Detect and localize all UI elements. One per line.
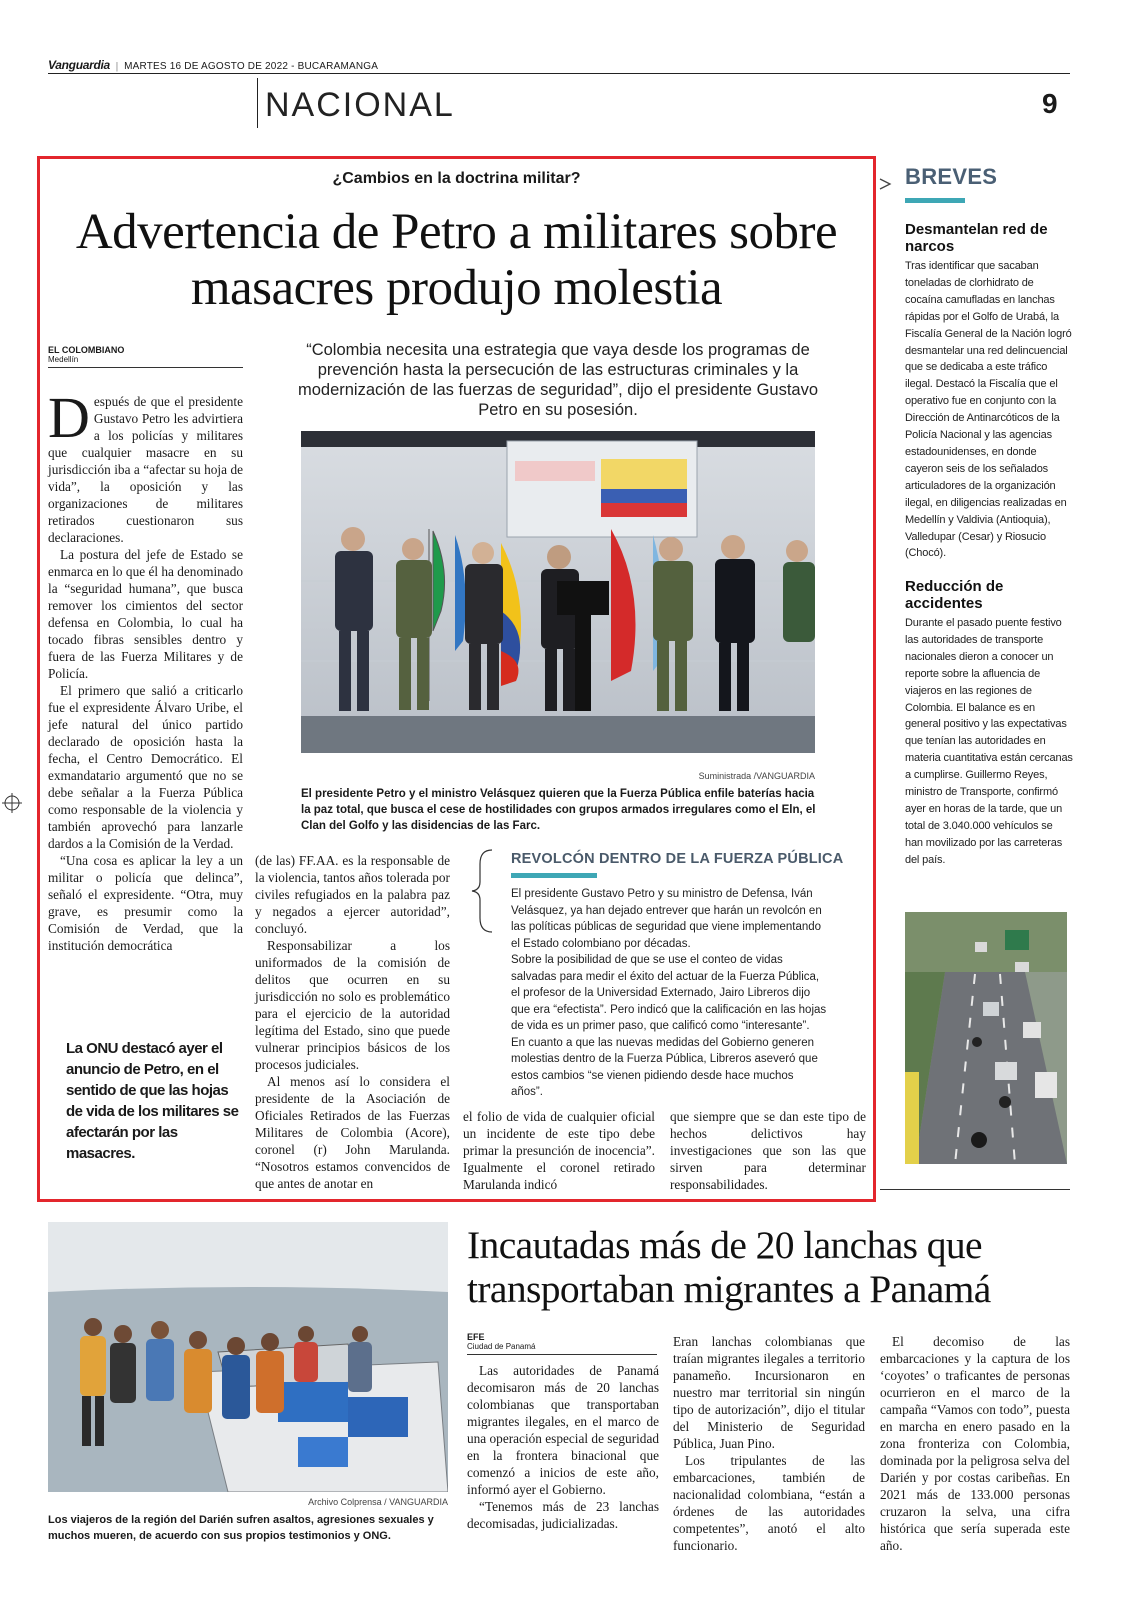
breve-title: Reducción de accidentes bbox=[905, 578, 1004, 612]
photo-credit: Suministrada /VANGUARDIA bbox=[698, 771, 815, 781]
page-number: 9 bbox=[1042, 88, 1058, 119]
photo-caption: Los viajeros de la región del Darién sufren asaltos, agresiones sexuales y muchos mueren, de acuerdo con sus propios testimonios y ONG. bbox=[48, 1514, 434, 1542]
sidebar-paragraph: Sobre la posibilidad de que se use el conteo de vidas salvadas para medir el éxito del actuar de la Fuerza Pública, el profesor de la Universidad Externado, Jairo Libreros dijo que era “efectista”. Pero indicó que la calificación en las hojas de vida es un primer paso, que calificó como “interesante”. bbox=[511, 954, 827, 1032]
pull-quote: La ONU destacó ayer el anuncio de Petro, en el sentido de que las hojas de vida de los militares se afectarán por las masacres. bbox=[66, 1040, 239, 1162]
story-column-2 bbox=[673, 1333, 865, 1554]
byline-source: EFE bbox=[467, 1332, 485, 1342]
byline-city: Ciudad de Panamá bbox=[467, 1342, 536, 1351]
byline-city: Medellín bbox=[48, 355, 79, 364]
section-rule bbox=[880, 1189, 1070, 1190]
paragraph: El decomiso de las embarcaciones y la captura de los ‘coyotes’ o traficantes de personas ocurrieron en el marco de la campaña “Vamos con todo”, puesta en marcha en enero pasado en la zona fronteriza con Colombia, dominada por la peligrosa selva del Darién y por costas caribeñas. En 2021 más de 133.000 personas cruzaron la selva, una cifra histórica que sería superada este año. bbox=[880, 1334, 1070, 1553]
masthead-rule bbox=[48, 73, 1070, 74]
dateline: MARTES 16 DE AGOSTO DE 2022 - BUCARAMANGA bbox=[124, 61, 379, 72]
byline-source: EL COLOMBIANO bbox=[48, 345, 125, 355]
story-column-1 bbox=[467, 1362, 659, 1532]
arrow-right-icon bbox=[878, 177, 896, 191]
breves-accent-bar bbox=[905, 198, 965, 203]
photo-highway-traffic bbox=[905, 912, 1067, 1164]
paragraph: (de las) FF.AA. es la responsable de la violencia, tantos años tolerada por civiles refugiados en la palabra paz y negados a ejercer autoridad”, concluyó. bbox=[255, 853, 450, 936]
paragraph: Eran lanchas colombianas que traían migrantes ilegales a territorio panameño. Incursionaron en nuestro mar territorial sin ningún tipo de autorización”, dijo el titular del Ministerio de Seguridad Pública, Juan Pino. bbox=[673, 1334, 865, 1451]
brace-icon bbox=[470, 848, 500, 934]
story-headline: Advertencia de Petro a militares sobre masacres produjo molestia bbox=[75, 204, 838, 316]
story-column-3: el folio de vida de cualquier oficial un incidente de este tipo debe primar la presunción de inocencia”. Igualmente el coronel retirado Marulanda indicó bbox=[463, 1109, 655, 1192]
paragraph: Después de que el presidente Gustavo Petro les advirtiera a los policías y militares que cualquier masacre en su jurisdicción iba a “afectar su hoja de vida”, la oposición y las organizaciones de militares retirados cuestionaron sus declaraciones. bbox=[48, 385, 243, 545]
paragraph: Las autoridades de Panamá decomisaron más de 20 lanchas colombianas que transportaban migrantes ilegales, en el marco de una operación especial de seguridad en la frontera binacional que comenzó a inicios de este año, informó ayer el Gobierno. bbox=[467, 1363, 659, 1497]
breve-body: Durante el pasado puente festivo las autoridades de transporte nacionales dieron a conocer un reporte sobre la afluencia de viajeros en las regiones de Colombia. El balance es en general positivo y las expectativas que tenían las autoridades en materia cuantitativa están cercanas a cumplirse. Guillermo Reyes, ministro de Transporte, confirmó ayer en horas de la tarde, que un total de 3.040.000 vehículos se han movilizado por las carreteras del país. bbox=[905, 617, 1073, 866]
story-column-1 bbox=[48, 385, 243, 954]
sidebar-body bbox=[511, 886, 827, 1101]
paragraph: El primero que salió a criticarlo fue el expresidente Álvaro Uribe, el jefe natural del único partido declarado de oposición hasta la fecha, el Centro Democrático. El exmandatario argumentó que no se debe señalar a la Fuerza Pública como responsable de la violencia y también aprovechó para lanzarle dardos a la Comisión de la Verdad. bbox=[48, 683, 243, 851]
photo-credit: Archivo Colprensa / VANGUARDIA bbox=[308, 1497, 448, 1507]
paragraph: “Una cosa es aplicar la ley a un militar o policía que delinca”, señaló el expresidente. “Otra, muy grave, es presumir como la Comisión de Verdad, que la institución democrática bbox=[48, 853, 243, 953]
story-column-4: que siempre que se dan este tipo de hechos delictivos hay investigaciones que son las que sirven para determinar responsabilidades. bbox=[670, 1109, 866, 1192]
story-column-3 bbox=[880, 1333, 1070, 1554]
story-kicker: ¿Cambios en la doctrina militar? bbox=[332, 170, 581, 187]
paragraph: “Tenemos más de 23 lanchas decomisadas, judicializadas. bbox=[467, 1499, 659, 1531]
paragraph: Responsabilizar a los uniformados de la comisión de delitos que ocurren en su jurisdicción no solo es problemático para el ejercicio de la autoridad legítima del Estado, sino que puede vulnerar principios básicos de los procesos judiciales. bbox=[255, 938, 450, 1072]
masthead: Vanguardia | MARTES 16 DE AGOSTO DE 2022 - BUCARAMANGA bbox=[48, 58, 379, 72]
paragraph: Los tripulantes de las embarcaciones, también de nacionalidad colombiana, “están a órdenes de las autoridades competentes”, anotó el alto funcionario. bbox=[673, 1453, 865, 1553]
section-divider bbox=[257, 78, 258, 128]
photo-caption: El presidente Petro y el ministro Velásquez quieren que la Fuerza Pública enfile baterías hacia la paz total, que busca el cese de hostilidades con grupos armados irregulares como el Eln, el Clan del Golfo y las disidencias de las Farc. bbox=[301, 788, 816, 832]
story-headline: Incautadas más de 20 lanchas que transportaban migrantes a Panamá bbox=[467, 1223, 991, 1311]
lead-quote: “Colombia necesita una estrategia que vaya desde los programas de prevención hasta la persecución de las estructuras criminales y la modernización de las fuerzas de seguridad”, dijo el presidente Gustavo Petro en su posesión. bbox=[297, 341, 819, 419]
byline bbox=[48, 345, 243, 368]
registration-mark-icon bbox=[2, 793, 22, 813]
paragraph: Al menos así lo considera el presidente de la Asociación de Oficiales Retirados de las Fuerzas Militares de Colombia (Acore), coronel (r) John Marulanda. “Nosotros estamos convencidos de que antes de anotar en bbox=[255, 1074, 450, 1191]
sidebar-title: REVOLCÓN DENTRO DE LA FUERZA PÚBLICA bbox=[511, 851, 844, 867]
story-column-2 bbox=[255, 852, 450, 1192]
breve-body: Tras identificar que sacaban toneladas de clorhidrato de cocaína camufladas en lanchas rápidas por el Golfo de Urabá, la Fiscalía General de la Nación logró desmantelar una red delincuencial que se dedicaba a este tráfico ilegal. Destacó la Fiscalía que el operativo fue en conjunto con la Dirección de Antinarcóticos de la Policía Nacional y las agencias estadounidenses, en donde cayeron seis de los señalados articuladores de la organización ilegal, en diligencias realizadas en Medellín y Valdivia (Antioquia), Valledupar (Cesar) y Riosucio (Chocó). bbox=[905, 260, 1072, 560]
brand-logo: Vanguardia bbox=[48, 58, 110, 72]
breve-title: Desmantelan red de narcos bbox=[905, 221, 1048, 255]
sidebar-paragraph: El presidente Gustavo Petro y su ministro de Defensa, Iván Velásquez, ya han dejado entrever que harán un revolcón en las políticas públicas de seguridad que viene implementando el Estado colombiano por décadas. bbox=[511, 888, 822, 950]
breves-title: BREVES bbox=[905, 164, 998, 189]
photo-petro-military bbox=[301, 431, 815, 753]
sidebar-paragraph: En cuanto a que las nuevas medidas del Gobierno generen molestias dentro de la Fuerza Pública, Libreros aseveró que estos cambios “se vienen pidiendo desde hace muchos años”. bbox=[511, 1036, 818, 1098]
paragraph: La postura del jefe de Estado se enmarca en lo que él ha denominado la “seguridad humana”, que busca remover los cimientos del sector defensa en Colombia, lo cual ha tocado fibras sensibles dentro y fuera de las Fuerza Militares y de Policía. bbox=[48, 547, 243, 681]
sidebar-accent-bar bbox=[511, 873, 597, 878]
dropcap: D bbox=[48, 385, 90, 450]
section-title: NACIONAL bbox=[265, 86, 455, 124]
byline bbox=[467, 1332, 657, 1355]
photo-boat-migrants bbox=[48, 1222, 448, 1492]
